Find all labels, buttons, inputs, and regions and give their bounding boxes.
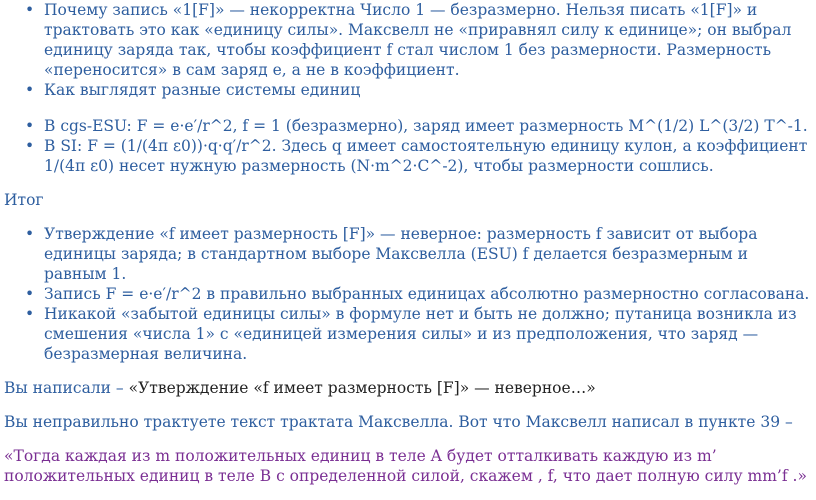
list-item-text: Почему запись «1[F]» — некорректна Число 1 — безразмерно. Нельзя писать «1[F]» и трактовать это как «единицу силы». Максвелл не «приравнял силу к единице»; он выбрал единицу заряда так, чтобы коэффициент f стал числом 1 без размерности. Размерность «переносится» в сам заряд e, а не в коэффициент. — [44, 1, 792, 79]
explanation-list — [4, 0, 812, 176]
reply-paragraph-2: Вы неправильно трактуете текст трактата Максвелла. Вот что Максвелл написал в пункте 39 – — [4, 413, 793, 431]
list-item — [4, 224, 812, 284]
bullet-icon: • — [25, 81, 35, 99]
bullet-icon: • — [25, 285, 35, 303]
summary-heading: Итог — [4, 191, 44, 209]
reply-prefix: Вы написали – — [4, 379, 129, 397]
list-item — [4, 0, 812, 80]
list-item-text: Запись F = e·e′/r^2 в правильно выбранных единицах абсолютно размерностно согласована. — [44, 285, 810, 303]
bullet-icon: • — [25, 1, 35, 19]
bullet-icon: • — [25, 305, 35, 323]
list-item — [4, 116, 812, 136]
list-item — [4, 80, 812, 100]
reply-quoted-claim: «Утверждение «f имеет размерность [F]» — неверное…» — [128, 379, 596, 397]
summary-list — [4, 224, 812, 364]
maxwell-quote: «Тогда каждая из m положительных единиц в теле A будет отталкивать каждую из m’ положительных единиц в теле B с определенной силой, скажем , f, что дает полную силу mm’f .» — [4, 447, 807, 485]
list-item-text: В cgs-ESU: F = e·e′/r^2, f = 1 (безразмерно), заряд имеет размерность M^(1/2) L^(3/2) T^-1. — [44, 117, 808, 135]
list-item-text: Никакой «забытой единицы силы» в формуле нет и быть не должно; путаница возникла из смешения «числа 1» с «единицей измерения силы» и из предположения, что заряд — безразмерная величина. — [44, 305, 797, 363]
list-item — [4, 304, 812, 364]
bullet-icon: • — [25, 137, 35, 155]
reply-paragraph-1 — [4, 378, 812, 398]
list-item — [4, 136, 812, 176]
list-item-text: В SI: F = (1/(4π ε0))·q·q′/r^2. Здесь q имеет самостоятельную единицу кулон, а коэффициент 1/(4π ε0) несет нужную размерность (N·m^2·C^-2), чтобы размерности сошлись. — [44, 137, 808, 175]
list-item — [4, 284, 812, 304]
bullet-icon: • — [25, 117, 35, 135]
bullet-icon: • — [25, 225, 35, 243]
list-item-text: Утверждение «f имеет размерность [F]» — неверное: размерность f зависит от выбора единицы заряда; в стандартном выборе Максвелла (ESU) f делается безразмерным и равным 1. — [44, 225, 758, 283]
list-item-text: Как выглядят разные системы единиц — [44, 81, 361, 99]
